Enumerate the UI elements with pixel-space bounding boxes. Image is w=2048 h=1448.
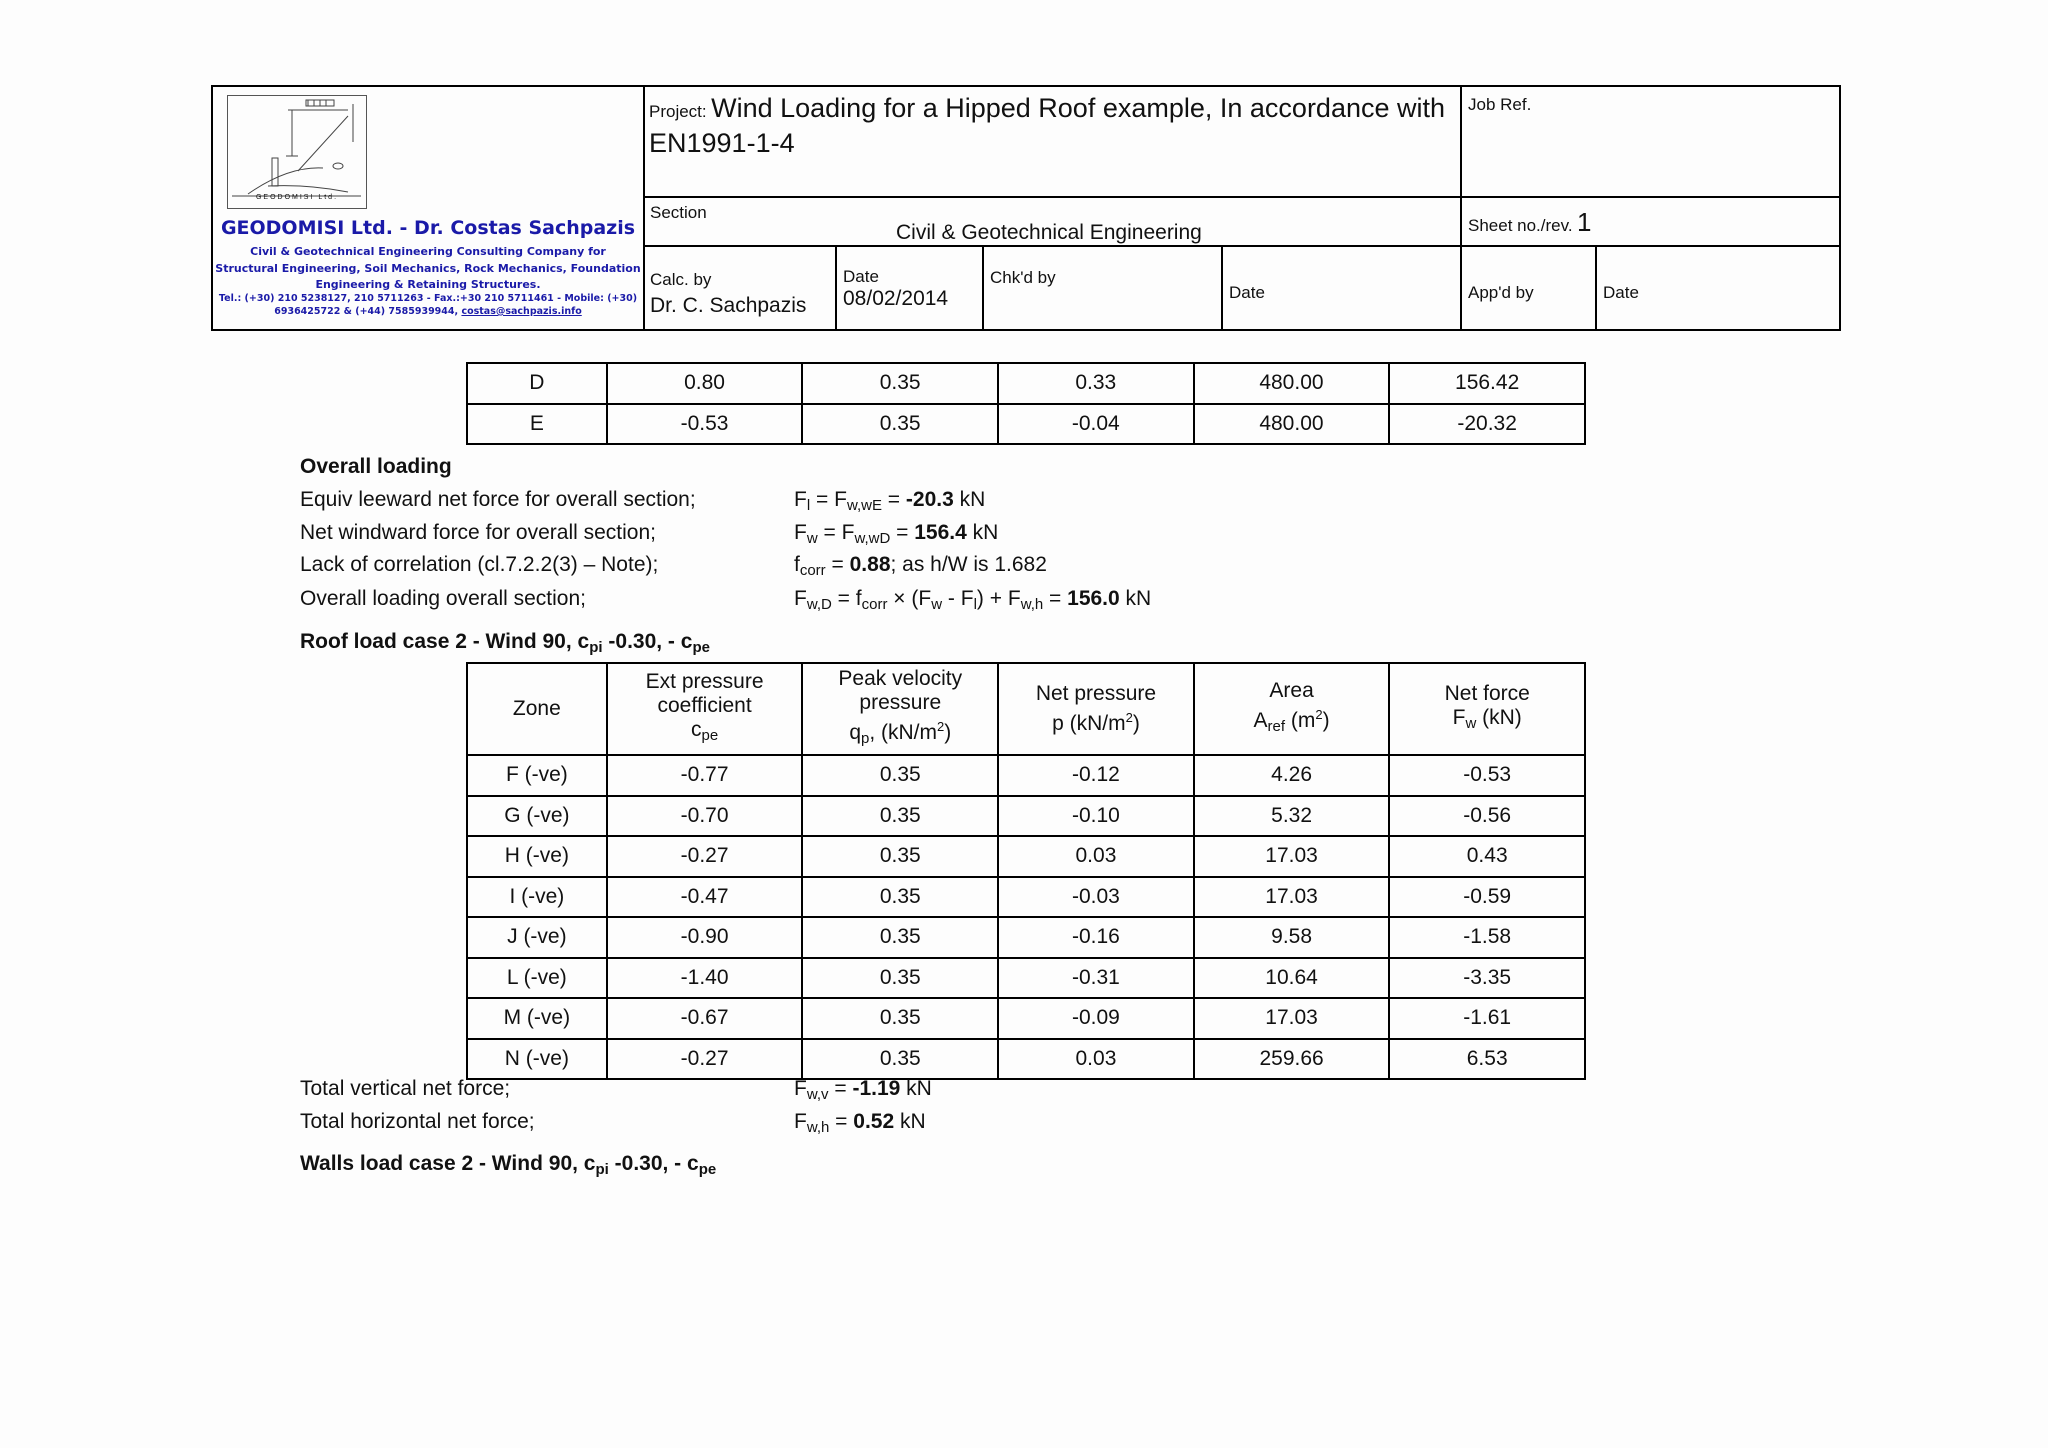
- overall-line-3: Lack of correlation (cl.7.2.2(3) – Note);: [300, 553, 659, 576]
- unit: kN: [972, 521, 999, 544]
- project-title: Wind Loading for a Hipped Roof example, In accordance with EN1991-1-4: [649, 93, 1446, 158]
- col-qp-line2: pressure: [859, 691, 942, 714]
- project-cell: [649, 93, 1459, 163]
- cell-area: 5.32: [1194, 796, 1390, 837]
- unit: kN: [1125, 587, 1152, 610]
- cell-zone: D: [467, 363, 607, 404]
- calc-by-label: Calc. by: [650, 270, 712, 289]
- total-horizontal-label: Total horizontal net force;: [300, 1110, 535, 1133]
- cell-p: 0.03: [998, 1039, 1194, 1080]
- cell-zone: N (-ve): [467, 1039, 607, 1080]
- col-fw-line1: Net force: [1444, 682, 1530, 705]
- table-row: [467, 755, 1585, 796]
- formula-fcorr: fcorr = 0.88; as h/W is 1.682: [794, 553, 1047, 579]
- unit: kN: [900, 1110, 926, 1133]
- formula-fw: Fw = Fw,wD = 156.4 kN: [794, 521, 999, 547]
- table-row: [467, 836, 1585, 877]
- fwd-value: 156.0: [1067, 587, 1120, 610]
- company-email-link[interactable]: costas@sachpazis.info: [461, 306, 582, 317]
- table-row: [467, 998, 1585, 1039]
- walls-heading-a: Walls load case 2 - Wind 90, c: [300, 1152, 596, 1175]
- cell-fw: -3.35: [1389, 958, 1585, 999]
- cell-cpe: -0.47: [607, 877, 803, 918]
- date-value: 08/02/2014: [843, 287, 949, 310]
- total-horizontal-formula: Fw,h = 0.52 kN: [794, 1110, 926, 1136]
- sheet-cell: [1468, 207, 1592, 238]
- cell-p: -0.10: [998, 796, 1194, 837]
- top-table: [466, 362, 1586, 445]
- cell-fw: -0.53: [1389, 755, 1585, 796]
- cell-area: 17.03: [1194, 836, 1390, 877]
- divider: [1595, 245, 1597, 329]
- cell-qp: 0.35: [802, 404, 998, 445]
- project-label: Project:: [649, 102, 707, 121]
- cell-zone: J (-ve): [467, 917, 607, 958]
- section-value: Civil & Geotechnical Engineering: [896, 221, 1202, 244]
- cell-cpe: -0.90: [607, 917, 803, 958]
- company-phone2: 6936425722 & (+44) 7585939944,: [274, 306, 459, 317]
- logo-caption: GEODOMISI Ltd.: [255, 194, 339, 201]
- roof-case-heading: Roof load case 2 - Wind 90, cpi -0.30, - cpe: [300, 630, 710, 656]
- cell-fw: -20.32: [1389, 404, 1585, 445]
- cell-p: -0.03: [998, 877, 1194, 918]
- cell-qp: 0.35: [802, 755, 998, 796]
- divider: [1460, 87, 1462, 329]
- job-ref-label: Job Ref.: [1468, 95, 1532, 114]
- divider: [835, 245, 837, 329]
- cell-qp: 0.35: [802, 836, 998, 877]
- cell-zone: G (-ve): [467, 796, 607, 837]
- table-row: [467, 796, 1585, 837]
- cell-cpe: -0.53: [607, 404, 803, 445]
- divider: [982, 245, 984, 329]
- company-desc-line: Civil & Geotechnical Engineering Consulting Company for: [250, 245, 606, 258]
- cell-p: -0.12: [998, 755, 1194, 796]
- appd-by-label: App'd by: [1468, 283, 1534, 302]
- cell-area: 259.66: [1194, 1039, 1390, 1080]
- formula-fwd: Fw,D = fcorr × (Fw - Fl) + Fw,h = 156.0 kN: [794, 587, 1152, 613]
- cell-qp: 0.35: [802, 1039, 998, 1080]
- fl-value: -20.3: [905, 488, 954, 511]
- cell-zone: L (-ve): [467, 958, 607, 999]
- overall-line-1: Equiv leeward net force for overall section;: [300, 488, 696, 511]
- col-qp-line1: Peak velocity: [838, 667, 963, 690]
- section-label: Section: [650, 203, 707, 222]
- overall-heading: Overall loading: [300, 455, 452, 478]
- cell-zone: E: [467, 404, 607, 445]
- cell-cpe: -1.40: [607, 958, 803, 999]
- cell-area: 9.58: [1194, 917, 1390, 958]
- table-row: [467, 404, 1585, 445]
- cell-cpe: -0.67: [607, 998, 803, 1039]
- walls-case-heading: Walls load case 2 - Wind 90, cpi -0.30, - cpe: [300, 1152, 717, 1178]
- cell-qp: 0.35: [802, 998, 998, 1039]
- col-zone: Zone: [467, 663, 607, 755]
- col-p: Net pressure p $(kN/m^2)$: [998, 663, 1194, 755]
- fcorr-note: ; as h/W is 1.682: [890, 553, 1047, 576]
- cell-cpe: -0.77: [607, 755, 803, 796]
- cell-p: 0.03: [998, 836, 1194, 877]
- walls-heading-b: -0.30, - c: [608, 1152, 699, 1175]
- roof-table: [466, 662, 1586, 1080]
- cell-fw: 6.53: [1389, 1039, 1585, 1080]
- cell-qp: 0.35: [802, 917, 998, 958]
- cell-cpe: -0.27: [607, 836, 803, 877]
- chkd-by-label: Chk'd by: [990, 268, 1056, 287]
- company-phone-line2: [213, 305, 643, 318]
- company-desc-line: Structural Engineering, Soil Mechanics, Rock Mechanics, Foundation: [215, 261, 641, 275]
- date3-label: Date: [1603, 283, 1639, 302]
- cell-area: 4.26: [1194, 755, 1390, 796]
- col-cpe-line2: coefficient: [657, 694, 752, 717]
- divider: [643, 245, 1839, 247]
- date2-label: Date: [1229, 283, 1265, 302]
- cell-cpe: 0.80: [607, 363, 803, 404]
- title-block: [211, 85, 1841, 331]
- col-cpe-line1: Ext pressure: [645, 670, 764, 693]
- company-name: GEODOMISI Ltd. - Dr. Costas Sachpazis: [220, 217, 636, 239]
- cell-cpe: -0.70: [607, 796, 803, 837]
- company-description: [213, 244, 643, 294]
- total-vertical-formula: Fw,v = -1.19 kN: [794, 1077, 932, 1103]
- col-qp: Peak velocity pressure $q_p$, $(kN/m^2)$: [802, 663, 998, 755]
- calc-by-value: Dr. C. Sachpazis: [650, 294, 807, 317]
- unit: kN: [959, 488, 986, 511]
- roof-heading-a: Roof load case 2 - Wind 90, c: [300, 630, 590, 653]
- overall-line-2: Net windward force for overall section;: [300, 521, 656, 544]
- total-vertical-label: Total vertical net force;: [300, 1077, 511, 1100]
- company-desc-line: Engineering & Retaining Structures.: [315, 278, 541, 291]
- fw-value: 156.4: [914, 521, 967, 544]
- roof-heading-b: -0.30, - c: [602, 630, 693, 653]
- cell-p: 0.33: [998, 363, 1194, 404]
- col-area: Area $A_{ref}$ $(m^2)$: [1194, 663, 1390, 755]
- cell-p: -0.31: [998, 958, 1194, 999]
- col-fw: Net force $F_w$ (kN): [1389, 663, 1585, 755]
- cell-p: -0.09: [998, 998, 1194, 1039]
- table-row: [467, 917, 1585, 958]
- col-cpe: Ext pressure coefficient $c_{pe}$: [607, 663, 803, 755]
- cell-area: 480.00: [1194, 363, 1390, 404]
- cell-cpe: -0.27: [607, 1039, 803, 1080]
- cell-area: 17.03: [1194, 877, 1390, 918]
- table-header-row: [467, 663, 1585, 755]
- fcorr-value: 0.88: [849, 553, 891, 576]
- table-row: [467, 958, 1585, 999]
- table-row: [467, 877, 1585, 918]
- total-horizontal-value: 0.52: [853, 1110, 895, 1133]
- cell-fw: -0.56: [1389, 796, 1585, 837]
- cell-zone: F (-ve): [467, 755, 607, 796]
- formula-fl: Fl = Fw,wE = -20.3 kN: [794, 488, 986, 514]
- divider: [643, 196, 1839, 198]
- divider: [643, 87, 645, 329]
- table-row: [467, 363, 1585, 404]
- cell-fw: -1.58: [1389, 917, 1585, 958]
- cell-zone: M (-ve): [467, 998, 607, 1039]
- cell-qp: 0.35: [802, 958, 998, 999]
- divider: [1221, 245, 1223, 329]
- unit: kN: [906, 1077, 932, 1100]
- cell-zone: I (-ve): [467, 877, 607, 918]
- cell-area: 480.00: [1194, 404, 1390, 445]
- company-contacts: [213, 292, 643, 318]
- cell-fw: -0.59: [1389, 877, 1585, 918]
- sheet-label: Sheet no./rev.: [1468, 216, 1573, 235]
- cell-qp: 0.35: [802, 877, 998, 918]
- overall-line-4: Overall loading overall section;: [300, 587, 586, 610]
- cell-fw: -1.61: [1389, 998, 1585, 1039]
- cell-p: -0.04: [998, 404, 1194, 445]
- col-p-line1: Net pressure: [1035, 682, 1157, 705]
- cell-area: 10.64: [1194, 958, 1390, 999]
- cell-qp: 0.35: [802, 796, 998, 837]
- cell-fw: 0.43: [1389, 836, 1585, 877]
- cell-qp: 0.35: [802, 363, 998, 404]
- company-logo: [227, 95, 367, 209]
- cell-area: 17.03: [1194, 998, 1390, 1039]
- logo-drawing: [228, 96, 365, 207]
- company-phone: Tel.: (+30) 210 5238127, 210 5711263 - Fax.:+30 210 5711461 - Mobile: (+30): [218, 293, 638, 304]
- cell-fw: 156.42: [1389, 363, 1585, 404]
- cell-zone: H (-ve): [467, 836, 607, 877]
- total-vertical-value: -1.19: [852, 1077, 901, 1100]
- sheet-value: 1: [1577, 207, 1592, 237]
- date-label: Date: [843, 267, 879, 286]
- col-area-line1: Area: [1269, 679, 1314, 702]
- table-row: [467, 1039, 1585, 1080]
- cell-p: -0.16: [998, 917, 1194, 958]
